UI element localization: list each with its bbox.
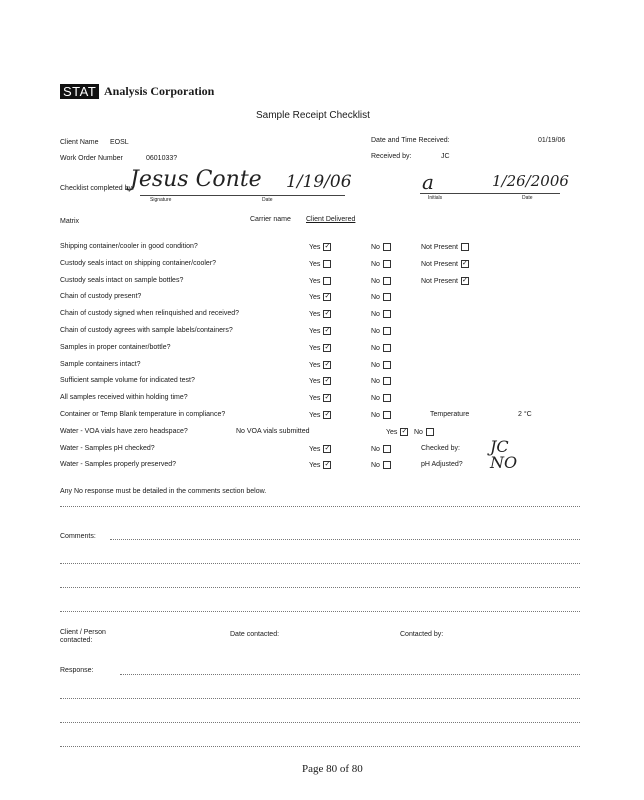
comment-line: [60, 611, 580, 612]
signature-caption: Signature: [150, 197, 172, 203]
datetime-received-label: Date and Time Received:: [371, 137, 450, 144]
client-person-label-2: contacted:: [60, 637, 93, 644]
extra-field-label: Temperature: [430, 411, 470, 418]
date-caption-2: Date: [522, 195, 533, 201]
contacted-by-label: Contacted by:: [400, 631, 444, 638]
page-number: Page 80 of 80: [302, 763, 363, 775]
not-present-checkbox[interactable]: [461, 243, 469, 251]
yes-checkbox[interactable]: ✓: [401, 428, 408, 435]
yes-option[interactable]: Yes ✓: [309, 327, 331, 335]
no-option[interactable]: No: [371, 411, 391, 419]
checklist-question: Container or Temp Blank temperature in compliance?: [60, 411, 226, 418]
checklist-question: Custody seals intact on sample bottles?: [60, 277, 184, 284]
no-option[interactable]: No: [371, 361, 391, 369]
carrier-name-value: Client Delivered: [306, 216, 356, 223]
no-option[interactable]: No: [371, 344, 391, 352]
no-option[interactable]: No: [371, 445, 391, 453]
checklist-question: Chain of custody agrees with sample labels/containers?: [60, 327, 233, 334]
yes-option[interactable]: Yes: [309, 260, 331, 268]
response-line: [60, 746, 580, 747]
not-present-option[interactable]: Not Present: [421, 243, 469, 251]
checklist-question: All samples received within holding time?: [60, 394, 188, 401]
company-logo-box: STAT: [60, 84, 99, 99]
work-order-value: 0601033?: [146, 155, 178, 162]
checklist-question: Samples in proper container/bottle?: [60, 344, 171, 351]
carrier-name-label: Carrier name: [250, 216, 291, 223]
comment-line: [60, 506, 580, 507]
no-checkbox[interactable]: [383, 377, 391, 385]
no-checkbox[interactable]: [383, 344, 391, 352]
checklist-question: Custody seals intact on shipping container/cooler?: [60, 260, 217, 267]
no-option[interactable]: No: [371, 377, 391, 385]
no-option[interactable]: No: [371, 327, 391, 335]
no-option[interactable]: No: [371, 260, 391, 268]
yes-option[interactable]: Yes ✓: [309, 377, 331, 385]
no-checkbox[interactable]: [383, 310, 391, 318]
reviewed-date: 1/26/2006: [492, 172, 569, 190]
yes-checkbox[interactable]: ✓: [324, 293, 331, 300]
completed-signature-line: [140, 195, 345, 196]
checklist-question: Chain of custody present?: [60, 293, 142, 300]
yes-checkbox[interactable]: ✓: [324, 344, 331, 351]
received-by-value: JC: [441, 153, 450, 160]
reviewed-initials: a: [422, 170, 434, 194]
yes-checkbox[interactable]: ✓: [324, 310, 331, 317]
extra-field-label: pH Adjusted?: [421, 461, 463, 468]
checklist-completed-label: Checklist completed by:: [60, 185, 134, 192]
checklist-question: Chain of custody signed when relinquished and received?: [60, 310, 240, 317]
yes-checkbox[interactable]: ✓: [324, 327, 331, 334]
yes-checkbox[interactable]: [323, 260, 331, 268]
checklist-question: Sufficient sample volume for indicated test?: [60, 377, 195, 384]
datetime-received-value: 01/19/06: [538, 137, 566, 144]
yes-option[interactable]: Yes: [309, 277, 331, 285]
no-checkbox[interactable]: [383, 327, 391, 335]
no-checkbox[interactable]: [383, 461, 391, 469]
no-option[interactable]: No: [371, 243, 391, 251]
yes-option[interactable]: Yes ✓: [309, 293, 331, 301]
checklist-question: Water - Samples properly preserved?: [60, 461, 177, 468]
yes-option[interactable]: Yes ✓: [309, 310, 331, 318]
checklist-question: Water - Samples pH checked?: [60, 445, 155, 452]
yes-option[interactable]: Yes ✓: [309, 445, 331, 453]
completed-signature: Jesus Conte: [130, 167, 262, 192]
received-by-label: Received by:: [371, 153, 412, 160]
client-name-value: EOSL: [110, 139, 129, 146]
no-option[interactable]: No: [371, 461, 391, 469]
yes-checkbox[interactable]: ✓: [324, 445, 331, 452]
no-option[interactable]: No: [414, 428, 434, 436]
extra-field-value: JC: [490, 437, 509, 456]
date-caption: Date: [262, 197, 273, 203]
matrix-label: Matrix: [60, 218, 80, 225]
company-name: Analysis Corporation: [104, 84, 215, 98]
yes-checkbox[interactable]: ✓: [324, 461, 331, 468]
checklist-question: Water - VOA vials have zero headspace?: [60, 428, 188, 435]
yes-option[interactable]: Yes ✓: [386, 428, 408, 436]
no-checkbox[interactable]: [383, 277, 391, 285]
yes-checkbox[interactable]: ✓: [324, 411, 331, 418]
not-present-option[interactable]: Not Present ✓: [421, 277, 468, 285]
no-voa-label: No VOA vials submitted: [236, 428, 310, 435]
not-present-checkbox[interactable]: ✓: [462, 277, 468, 284]
response-line: [60, 722, 580, 723]
yes-option[interactable]: Yes ✓: [309, 394, 331, 402]
no-checkbox[interactable]: [383, 361, 391, 369]
client-name-label: Client Name: [60, 139, 99, 146]
no-option[interactable]: No: [371, 310, 391, 318]
no-option[interactable]: No: [371, 293, 391, 301]
yes-option[interactable]: Yes ✓: [309, 461, 331, 469]
no-checkbox[interactable]: [426, 428, 434, 436]
response-line: [120, 674, 580, 675]
reviewed-signature-line: [420, 193, 560, 194]
comment-line: [110, 539, 580, 540]
no-option[interactable]: No: [371, 277, 391, 285]
no-checkbox[interactable]: [383, 293, 391, 301]
comments-label: Comments:: [60, 533, 96, 540]
work-order-label: Work Order Number: [60, 155, 123, 162]
checklist-question: Sample containers intact?: [60, 361, 141, 368]
extra-field-value: 2 °C: [518, 411, 532, 418]
form-title: Sample Receipt Checklist: [256, 110, 370, 121]
checklist-question: Shipping container/cooler in good condition?: [60, 243, 198, 250]
not-present-checkbox[interactable]: ✓: [462, 260, 468, 267]
initials-caption: Initials: [428, 195, 443, 201]
no-checkbox[interactable]: [383, 243, 391, 251]
date-contacted-label: Date contacted:: [230, 631, 280, 638]
response-line: [60, 698, 580, 699]
any-no-note: Any No response must be detailed in the comments section below.: [60, 488, 267, 495]
no-checkbox[interactable]: [383, 260, 391, 268]
yes-checkbox[interactable]: [323, 277, 331, 285]
no-checkbox[interactable]: [383, 445, 391, 453]
completed-date: 1/19/06: [286, 172, 352, 192]
not-present-option[interactable]: Not Present ✓: [421, 260, 468, 268]
yes-option[interactable]: Yes ✓: [309, 411, 331, 419]
extra-field-label: Checked by:: [421, 445, 460, 452]
no-option[interactable]: No: [371, 394, 391, 402]
yes-option[interactable]: Yes ✓: [309, 243, 331, 251]
comment-line: [60, 587, 580, 588]
yes-checkbox[interactable]: ✓: [324, 394, 331, 401]
yes-checkbox[interactable]: ✓: [324, 361, 331, 368]
extra-field-value: NO: [490, 453, 518, 472]
response-label: Response:: [60, 667, 94, 674]
yes-option[interactable]: Yes ✓: [309, 361, 331, 369]
client-person-label: Client / Person: [60, 629, 106, 636]
yes-checkbox[interactable]: ✓: [324, 243, 331, 250]
yes-checkbox[interactable]: ✓: [324, 377, 331, 384]
comment-line: [60, 563, 580, 564]
no-checkbox[interactable]: [383, 394, 391, 402]
no-checkbox[interactable]: [383, 411, 391, 419]
yes-option[interactable]: Yes ✓: [309, 344, 331, 352]
